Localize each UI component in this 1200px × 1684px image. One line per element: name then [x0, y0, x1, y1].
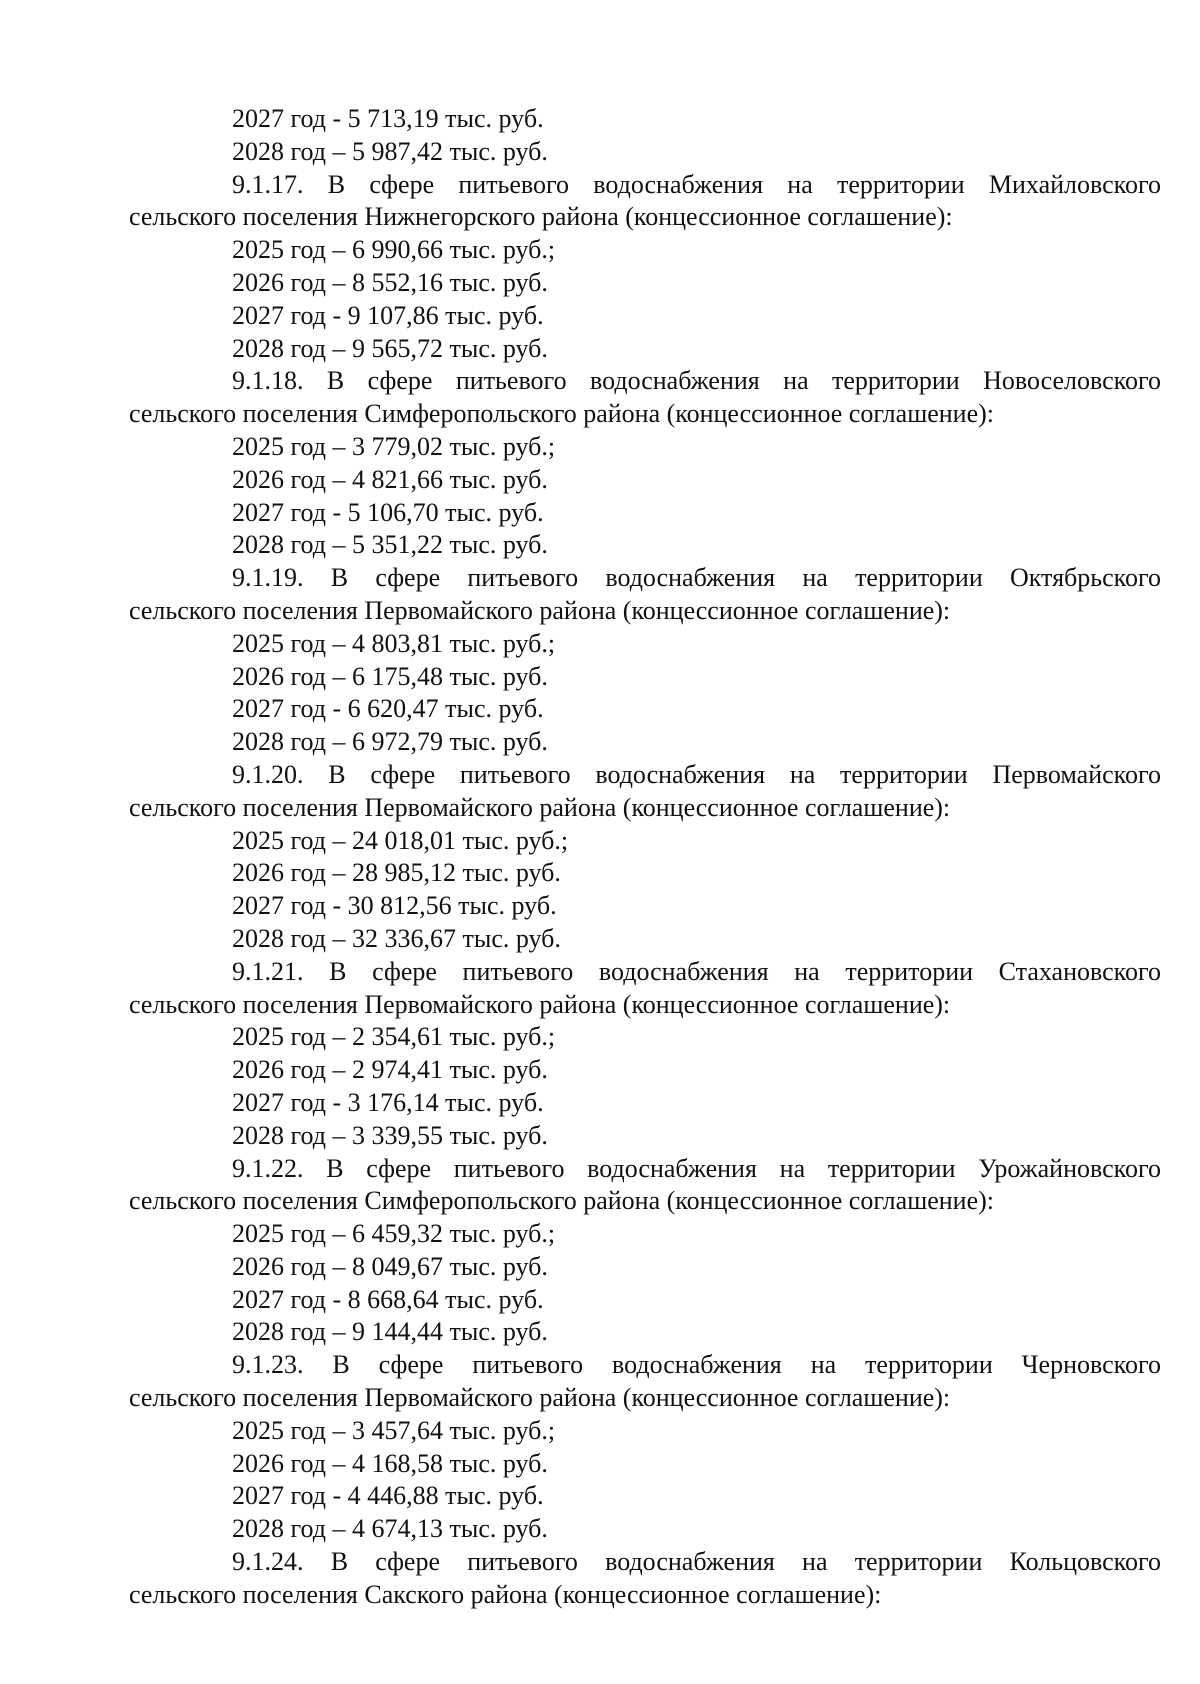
- year-amount-line: 2027 год - 30 812,56 тыс. руб.: [232, 891, 557, 921]
- year-amount-line: 2028 год – 9 144,44 тыс. руб.: [232, 1317, 548, 1347]
- year-amount-line: 2025 год – 3 457,64 тыс. руб.;: [232, 1415, 556, 1445]
- section-9-1-23: [129, 1349, 1161, 1415]
- section-9-1-17: [129, 169, 1161, 235]
- section-heading-continuation: сельского поселения Симферопольского района (концессионное соглашение):: [129, 399, 995, 429]
- year-amount-line: 2027 год - 8 668,64 тыс. руб.: [232, 1284, 544, 1314]
- section-heading-line: 9.1.20. В сфере питьевого водоснабжения на территории Первомайского: [232, 759, 1161, 789]
- year-amount-line: 2025 год – 6 459,32 тыс. руб.;: [232, 1219, 556, 1249]
- year-amount-line: 2028 год – 3 339,55 тыс. руб.: [232, 1120, 548, 1150]
- year-amount-line: 2026 год – 4 168,58 тыс. руб.: [232, 1448, 548, 1478]
- year-amount-line: 2027 год - 9 107,86 тыс. руб.: [232, 300, 544, 330]
- year-amount-line: 2026 год – 8 049,67 тыс. руб.: [232, 1251, 548, 1281]
- year-amount-line: 2025 год – 2 354,61 тыс. руб.;: [232, 1022, 556, 1052]
- year-amount-line: 2026 год – 4 821,66 тыс. руб.: [232, 464, 548, 494]
- section-9-1-18: [129, 365, 1161, 431]
- section-heading-continuation: сельского поселения Первомайского района (концессионное соглашение):: [129, 989, 951, 1019]
- year-amount-line: 2025 год – 4 803,81 тыс. руб.;: [232, 628, 556, 658]
- year-amount-line: 2026 год – 8 552,16 тыс. руб.: [232, 267, 548, 297]
- section-heading-line: 9.1.23. В сфере питьевого водоснабжения на территории Черновского: [232, 1350, 1161, 1380]
- section-9-1-20: [129, 759, 1161, 825]
- year-amount-line: 2028 год – 9 565,72 тыс. руб.: [232, 333, 548, 363]
- year-amount-line: 2025 год – 6 990,66 тыс. руб.;: [232, 235, 556, 265]
- year-amount-line: 2028 год – 32 336,67 тыс. руб.: [232, 923, 561, 953]
- year-amount-line: 2027 год - 5 106,70 тыс. руб.: [232, 497, 544, 527]
- year-amount-line: 2025 год – 3 779,02 тыс. руб.;: [232, 431, 556, 461]
- year-amount-line: 2027 год - 6 620,47 тыс. руб.: [232, 694, 544, 724]
- section-heading-line: 9.1.24. В сфере питьевого водоснабжения на территории Кольцовского: [232, 1547, 1161, 1577]
- year-amount-line: 2025 год – 24 018,01 тыс. руб.;: [232, 825, 569, 855]
- section-9-1-21: [129, 956, 1161, 1022]
- section-9-1-24: [129, 1546, 1161, 1612]
- document-page: [129, 103, 1161, 1612]
- year-amount-line: 2028 год – 6 972,79 тыс. руб.: [232, 727, 548, 757]
- year-amount-line: 2026 год – 6 175,48 тыс. руб.: [232, 661, 548, 691]
- year-amount-line: 2026 год – 28 985,12 тыс. руб.: [232, 858, 561, 888]
- lead-line: 2028 год – 5 987,42 тыс. руб.: [232, 136, 548, 166]
- section-9-1-22: [129, 1153, 1161, 1219]
- year-amount-line: 2026 год – 2 974,41 тыс. руб.: [232, 1055, 548, 1085]
- lead-line: 2027 год - 5 713,19 тыс. руб.: [232, 104, 544, 133]
- section-9-1-19: [129, 562, 1161, 628]
- year-amount-line: 2027 год - 4 446,88 тыс. руб.: [232, 1481, 544, 1511]
- section-heading-line: 9.1.19. В сфере питьевого водоснабжения на территории Октябрьского: [232, 563, 1161, 593]
- section-heading-continuation: сельского поселения Первомайского района (концессионное соглашение):: [129, 1383, 951, 1413]
- section-heading-continuation: сельского поселения Нижнегорского района (концессионное соглашение):: [129, 202, 953, 232]
- section-heading-continuation: сельского поселения Сакского района (концессионное соглашение):: [129, 1579, 882, 1609]
- section-heading-line: 9.1.22. В сфере питьевого водоснабжения на территории Урожайновского: [232, 1153, 1161, 1183]
- section-heading-continuation: сельского поселения Первомайского района (концессионное соглашение):: [129, 595, 951, 625]
- section-heading-line: 9.1.18. В сфере питьевого водоснабжения на территории Новоселовского: [232, 366, 1161, 396]
- section-heading-continuation: сельского поселения Симферопольского района (концессионное соглашение):: [129, 1186, 995, 1216]
- section-heading-line: 9.1.17. В сфере питьевого водоснабжения на территории Михайловского: [232, 169, 1161, 199]
- year-amount-line: 2028 год – 4 674,13 тыс. руб.: [232, 1514, 548, 1544]
- year-amount-line: 2028 год – 5 351,22 тыс. руб.: [232, 530, 548, 560]
- section-heading-continuation: сельского поселения Первомайского района (концессионное соглашение):: [129, 792, 951, 822]
- section-heading-line: 9.1.21. В сфере питьевого водоснабжения на территории Стахановского: [232, 956, 1161, 986]
- year-amount-line: 2027 год - 3 176,14 тыс. руб.: [232, 1087, 544, 1117]
